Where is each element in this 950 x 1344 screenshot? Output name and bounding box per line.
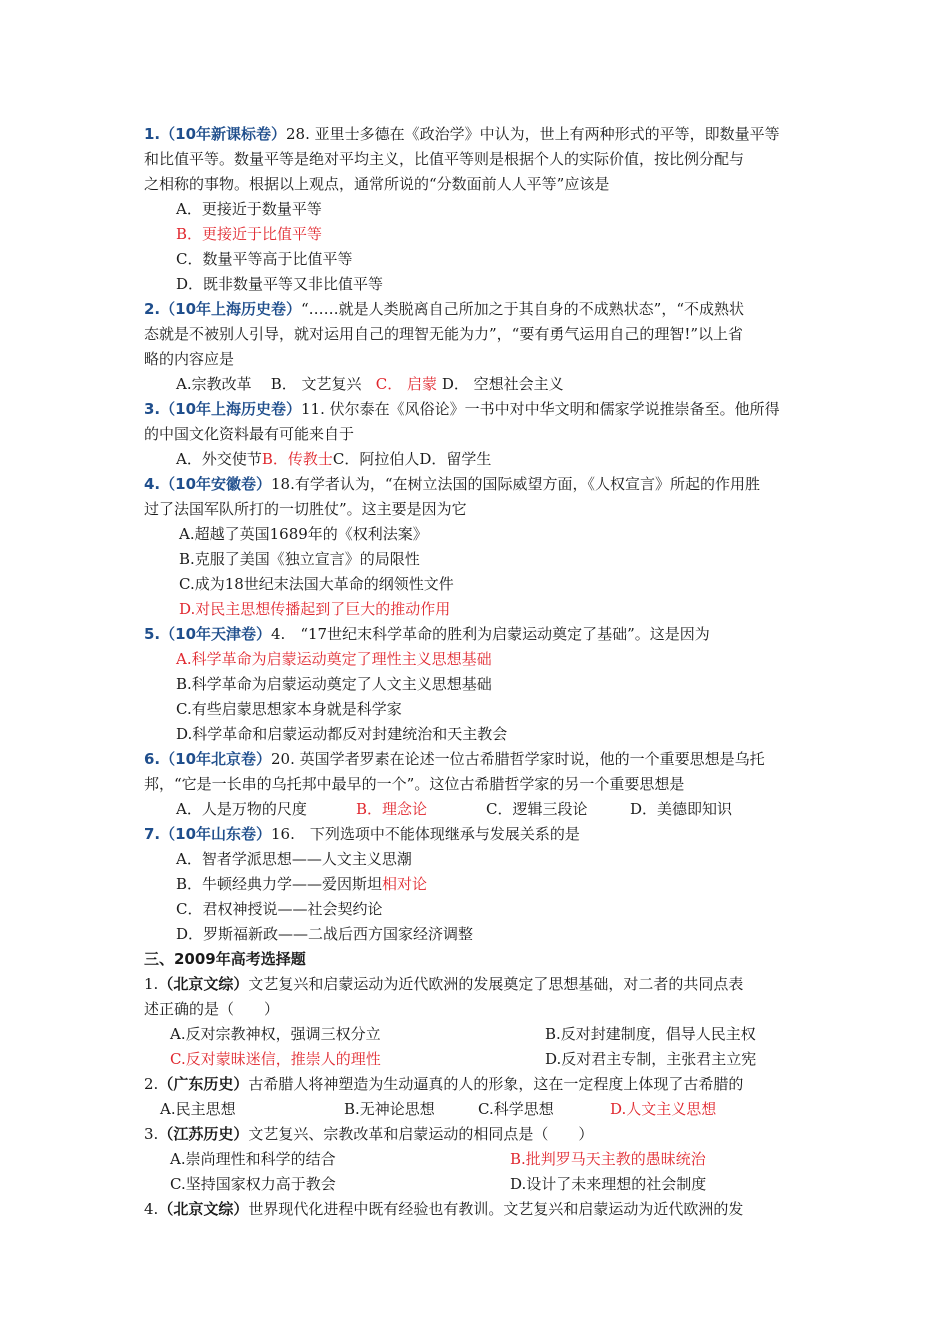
question-1-option-d: D．既非数量平等又非比值平等 [176,275,384,293]
question-7-option-b: B．牛顿经典力学——爱因斯坦相对论 [176,875,428,893]
question-3-option-b-answer: B．传教士 [261,450,333,468]
s3-question-1-line-1: 1.（北京文综）文艺复兴和启蒙运动为近代欧洲的发展奠定了思想基础，对二者的共同点表 [144,975,744,993]
question-4-source: 4.（10年安徽卷） [144,475,272,493]
question-3-option-a: A．外交使节 [176,450,262,468]
question-4-option-d-answer: D.对民主思想传播起到了巨大的推动作用 [179,600,451,618]
question-3-line-1: 3.（10年上海历史卷）11. 伏尔泰在《风俗论》一书中对中华文明和儒家学说推崇备至。他所得 [144,400,780,418]
question-6-option-b-answer: B．理念论 [356,800,428,818]
s3-question-1-option-c-answer: C.反对蒙昧迷信，推崇人的理性 [170,1050,381,1068]
s3-question-1-option-b: B.反对封建制度，倡导人民主权 [545,1025,756,1043]
question-2-option-a: A.宗教改革 [176,375,252,393]
section-3-title: 三、2009年高考选择题 [144,950,306,968]
s3-question-1-options-row-1 [144,1022,814,1047]
question-2-source: 2.（10年上海历史卷） [144,300,302,318]
question-6-line-2: 邦，“它是一长串的乌托邦中最早的一个”。这位古希腊哲学家的另一个重要思想是 [144,775,685,793]
question-1-option-b-answer: B．更接近于比值平等 [176,225,323,243]
question-7-option-b-highlight: 相对论 [382,875,428,893]
question-2-option-b: B． 文艺复兴 [270,375,362,393]
question-5-option-d: D.科学革命和启蒙运动都反对封建统治和天主教会 [176,725,508,743]
s3-question-3-line-1: 3.（江苏历史）文艺复兴、宗教改革和启蒙运动的相同点是（ ） [144,1125,594,1143]
question-list [144,122,814,1222]
question-2-line-1: 2.（10年上海历史卷）“……就是人类脱离自己所加之于其自身的不成熟状态”，“不成熟状 [144,300,745,318]
question-7-source: 7.（10年山东卷） [144,825,272,843]
question-5-option-c: C.有些启蒙思想家本身就是科学家 [176,700,402,718]
question-7-line-1: 7.（10年山东卷）16. 下列选项中不能体现继承与发展关系的是 [144,825,580,843]
question-4-line-2: 过了法国军队所打的一切胜仗”。这主要是因为它 [144,500,467,518]
question-6-source: 6.（10年北京卷） [144,750,272,768]
question-2-line-3: 略的内容应是 [144,350,235,368]
question-2-option-c-answer: C． 启蒙 [375,375,438,393]
question-5-option-a-answer: A.科学革命为启蒙运动奠定了理性主义思想基础 [176,650,492,668]
question-3-option-d: D．留学生 [419,450,492,468]
s3-question-2-source: （广东历史） [158,1075,249,1093]
question-5-source: 5.（10年天津卷） [144,625,272,643]
s3-question-2-options [144,1097,814,1122]
s3-question-2-option-a: A.民主思想 [160,1100,236,1118]
question-1-option-a: A．更接近于数量平等 [176,200,322,218]
s3-question-1-options-row-2 [144,1047,814,1072]
s3-question-3-option-c: C.坚持国家权力高于教会 [170,1175,336,1193]
question-1-line-2: 和比值平等。数量平等是绝对平均主义，比值平等则是根据个人的实际价值，按比例分配与 [144,150,745,168]
s3-question-3-option-a: A.崇尚理性和科学的结合 [170,1150,336,1168]
s3-question-4-line-1: 4.（北京文综）世界现代化进程中既有经验也有教训。文艺复兴和启蒙运动为近代欧洲的发 [144,1200,744,1218]
question-6-option-c: C．逻辑三段论 [486,800,588,818]
question-6-options [144,797,814,822]
question-2-line-2: 态就是不被别人引导，就对运用自己的理智无能为力”，“要有勇气运用自己的理智!”以上省 [144,325,744,343]
question-2-options [144,372,814,397]
question-4-option-c: C.成为18世纪末法国大革命的纲领性文件 [179,575,454,593]
s3-question-3-options-row-1 [144,1147,814,1172]
question-1-option-c: C．数量平等高于比值平等 [176,250,353,268]
question-7-option-c: C．君权神授说——社会契约论 [176,900,383,918]
question-7-option-a: A．智者学派思想——人文主义思潮 [176,850,412,868]
question-7-option-d: D．罗斯福新政——二战后西方国家经济调整 [176,925,474,943]
question-1-source: 1.（10年新课标卷） [144,125,287,143]
s3-question-2-line-1: 2.（广东历史）古希腊人将神塑造为生动逼真的人的形象，这在一定程度上体现了古希腊的 [144,1075,744,1093]
s3-question-2-option-d-answer: D.人文主义思想 [610,1100,717,1118]
s3-question-1-option-a: A.反对宗教神权，强调三权分立 [170,1025,381,1043]
s3-question-3-options-row-2 [144,1172,814,1197]
s3-question-2-option-c: C.科学思想 [478,1100,554,1118]
question-6-option-d: D．美德即知识 [630,800,733,818]
question-3-line-2: 的中国文化资料最有可能来自于 [144,425,355,443]
s3-question-3-option-b-answer: B.批判罗马天主教的愚昧统治 [510,1150,706,1168]
question-5-line-1: 5.（10年天津卷）4. “17世纪末科学革命的胜利为启蒙运动奠定了基础”。这是因为 [144,625,710,643]
question-6-option-a: A．人是万物的尺度 [176,800,307,818]
question-3-options [144,447,814,472]
s3-question-1-option-d: D.反对君主专制，主张君主立宪 [545,1050,757,1068]
s3-question-2-option-b: B.无神论思想 [344,1100,435,1118]
s3-question-4-source: （北京文综） [158,1200,249,1218]
s3-question-1-source: （北京文综） [158,975,249,993]
question-1-line-3: 之相称的事物。根据以上观点，通常所说的“分数面前人人平等”应该是 [144,175,610,193]
question-4-line-1: 4.（10年安徽卷）18.有学者认为，“在树立法国的国际威望方面，《人权宣言》所起的作用胜 [144,475,761,493]
s3-question-1-line-2: 述正确的是（ ） [144,1000,280,1018]
question-2-option-d: D． 空想社会主义 [441,375,564,393]
question-6-line-1: 6.（10年北京卷）20. 英国学者罗素在论述一位古希腊哲学家时说，他的一个重要思想是乌托 [144,750,765,768]
question-3-source: 3.（10年上海历史卷） [144,400,302,418]
question-3-option-c: C．阿拉伯人 [332,450,420,468]
s3-question-3-option-d: D.设计了未来理想的社会制度 [510,1175,707,1193]
s3-question-3-source: （江苏历史） [158,1125,249,1143]
question-4-option-b: B.克服了美国《独立宣言》的局限性 [179,550,420,568]
question-4-option-a: A.超越了英国1689年的《权利法案》 [179,525,428,543]
question-5-option-b: B.科学革命为启蒙运动奠定了人文主义思想基础 [176,675,492,693]
question-1-line-1: 1.（10年新课标卷）28. 亚里士多德在《政治学》中认为，世上有两种形式的平等，即数量平等 [144,125,780,143]
